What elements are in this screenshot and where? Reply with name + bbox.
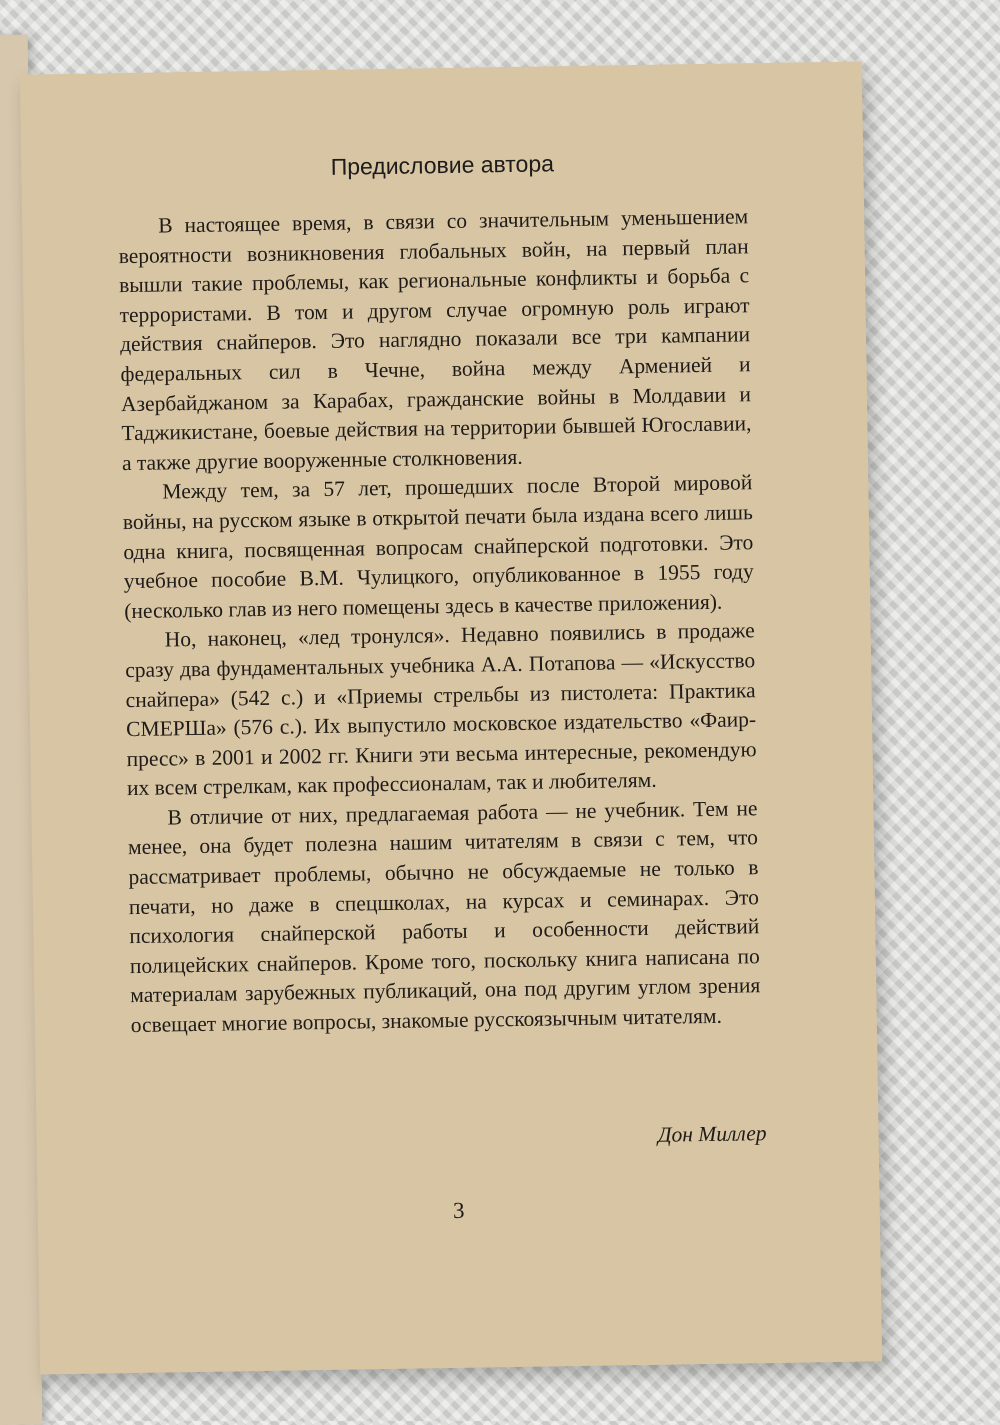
page-number: 3 [452,1197,465,1224]
paragraph-2: Между тем, за 57 лет, прошедших после Второй мировой войны, на русском языке в открытой печати была издана всего лишь одна книга, посвященная вопросам снайперской подготовки. Это учебное пособие В.М. Чулицкого, опубликованное в 1955 году (несколько глав из него помещены здесь в качестве приложения). [122,470,754,623]
page-title: Предисловие автора [330,150,555,180]
book-page [20,61,882,1374]
paragraph-1: В настоящее время, в связи со значительным уменьшением вероятности возникновения глобальных войн, на первый план вышли такие проблемы, как региональные конфликты и борьба с террористами. В том и другом случае огромную роль играют действия снайперов. Это наглядно показали все три кампании федеральных сил в Чечне, война между Арменией и Азербайджаном за Карабах, гражданские войны в Молдавии и Таджикистане, боевые действия на территории бывшей Югославии, а также другие вооруженные столкновения. [118,204,752,475]
body-text [118,202,761,1040]
paragraph-3: Но, наконец, «лед тронулся». Недавно появились в продаже сразу два фундаментальных учебника А.А. Потапова — «Искусство снайпера» (542 с.) и «Приемы стрельбы из пистолета: Практика СМЕРШа» (576 с.). Их выпустило московское издательство «Фаир-пресс» в 2001 и 2002 гг. Книги эти весьма интересные, рекомендую их всем стрелкам, как профессионалам, так и любителям. [125,618,757,801]
paragraph-4: В отличие от них, предлагаемая работа — не учебник. Тем не менее, она будет полезна нашим читателям в связи с тем, что рассматривает проблемы, обычно не обсуждаемые не только в печати, но даже в спецшколах, на курсах и семинарах. Это психология снайперской работы и особенности действий полицейских снайперов. Кроме того, поскольку книга написана по материалам зарубежных публикаций, она под другим углом зрения освещает многие вопросы, знакомые русскоязычным читателям. [127,796,761,1038]
author-signature: Дон Миллер [657,1121,767,1147]
